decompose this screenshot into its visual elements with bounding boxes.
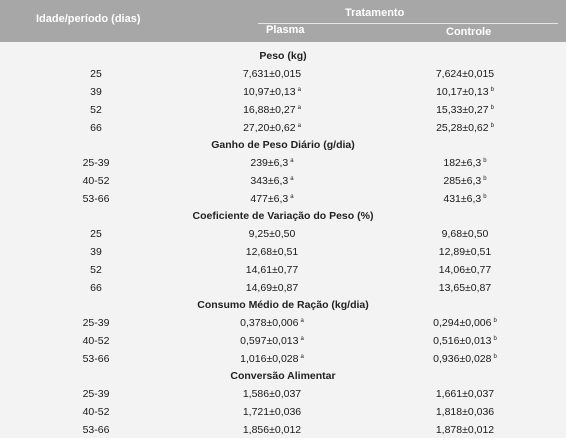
- table-row: [0, 243, 566, 261]
- cell-age-period: 39: [90, 246, 102, 259]
- significance-mark: a: [300, 317, 304, 324]
- significance-mark: a: [297, 86, 301, 93]
- significance-mark: a: [300, 335, 304, 342]
- section-title: Coeficiente de Variação do Peso (%): [192, 210, 374, 222]
- cell-controle: 0,294±0,006 $^b$: [433, 317, 497, 330]
- cell-controle: 285±6,3 $^b$: [443, 175, 487, 188]
- cell-plasma: 1,721±0,036: [242, 406, 302, 419]
- section-title: Ganho de Peso Diário (g/dia): [211, 139, 355, 151]
- cell-plasma: 27,20±0,62 $^a$: [243, 122, 301, 135]
- cell-age-period: 25: [90, 68, 102, 81]
- cell-age-period: 40-52: [82, 406, 110, 419]
- significance-mark: b: [483, 157, 487, 164]
- cell-plasma: 477±6,3 $^a$: [250, 193, 294, 206]
- header-age-period: Idade/período (dias): [36, 13, 141, 25]
- cell-controle: 10,17±0,13 $^b$: [436, 86, 494, 99]
- table-row: [0, 403, 566, 421]
- cell-plasma: 9,25±0,50: [248, 228, 296, 241]
- cell-age-period: 25-39: [82, 157, 110, 170]
- cell-plasma: 10,97±0,13 $^a$: [243, 86, 301, 99]
- table-row: [0, 83, 566, 101]
- table-row: [0, 65, 566, 83]
- cell-controle: 431±6,3 $^b$: [443, 193, 487, 206]
- cell-plasma: 0,597±0,013 $^a$: [240, 335, 304, 348]
- cell-controle: 25,28±0,62 $^b$: [436, 122, 494, 135]
- table-row: [0, 154, 566, 172]
- cell-plasma: 1,016±0,028 $^a$: [240, 353, 304, 366]
- cell-plasma: 7,631±0,015: [242, 68, 302, 81]
- table-row: [0, 385, 566, 403]
- cell-controle: 1,818±0,036: [435, 406, 495, 419]
- significance-mark: b: [490, 122, 494, 129]
- significance-mark: b: [483, 193, 487, 200]
- cell-plasma: 14,61±0,77: [245, 264, 299, 277]
- cell-age-period: 25-39: [82, 317, 110, 330]
- cell-age-period: 25: [90, 228, 102, 241]
- significance-mark: a: [290, 193, 294, 200]
- cell-plasma: 16,88±0,27 $^a$: [243, 104, 301, 117]
- cell-controle: 0,936±0,028 $^b$: [433, 353, 497, 366]
- cell-age-period: 40-52: [82, 175, 110, 188]
- table-row: [0, 172, 566, 190]
- table-row: [0, 421, 566, 439]
- significance-mark: a: [290, 157, 294, 164]
- cell-age-period: 40-52: [82, 335, 110, 348]
- table-footer-strip: [0, 438, 566, 444]
- table-header: [0, 0, 566, 42]
- significance-mark: b: [493, 353, 497, 360]
- table-body: [0, 42, 566, 438]
- table-row: [0, 225, 566, 243]
- cell-age-period: 25-39: [82, 388, 110, 401]
- cell-controle: 15,33±0,27 $^b$: [436, 104, 494, 117]
- header-treatment-group: Tratamento: [345, 7, 405, 19]
- section-title: Conversão Alimentar: [230, 370, 336, 382]
- cell-plasma: 1,856±0,012: [242, 424, 302, 437]
- table-row: [0, 314, 566, 332]
- cell-age-period: 66: [90, 282, 102, 295]
- table-row: [0, 190, 566, 208]
- cell-plasma: 14,69±0,87: [245, 282, 299, 295]
- significance-mark: a: [300, 353, 304, 360]
- cell-age-period: 52: [90, 264, 102, 277]
- section-title: Consumo Médio de Ração (kg/dia): [197, 299, 369, 311]
- cell-age-period: 53-66: [82, 193, 110, 206]
- cell-plasma: 343±6,3 $^a$: [250, 175, 294, 188]
- cell-controle: 1,878±0,012: [435, 424, 495, 437]
- cell-controle: 13,65±0,87: [438, 282, 492, 295]
- significance-mark: b: [493, 317, 497, 324]
- significance-mark: a: [290, 175, 294, 182]
- header-controle: Controle: [446, 26, 492, 38]
- cell-controle: 7,624±0,015: [435, 68, 495, 81]
- cell-controle: 1,661±0,037: [435, 388, 495, 401]
- cell-controle: 12,89±0,51: [438, 246, 492, 259]
- cell-controle: 182±6,3 $^b$: [443, 157, 487, 170]
- cell-controle: 9,68±0,50: [441, 228, 489, 241]
- table-row: [0, 350, 566, 368]
- significance-mark: b: [483, 175, 487, 182]
- table-row: [0, 101, 566, 119]
- significance-mark: b: [493, 335, 497, 342]
- table-row: [0, 279, 566, 297]
- header-plasma: Plasma: [266, 24, 305, 36]
- cell-plasma: 12,68±0,51: [245, 246, 299, 259]
- cell-age-period: 39: [90, 86, 102, 99]
- table-row: [0, 261, 566, 279]
- table-row: [0, 332, 566, 350]
- cell-age-period: 52: [90, 104, 102, 117]
- cell-age-period: 53-66: [82, 424, 110, 437]
- cell-plasma: 1,586±0,037: [242, 388, 302, 401]
- significance-mark: b: [490, 104, 494, 111]
- cell-controle: 0,516±0,013 $^b$: [433, 335, 497, 348]
- cell-plasma: 239±6,3 $^a$: [250, 157, 294, 170]
- cell-age-period: 53-66: [82, 353, 110, 366]
- cell-controle: 14,06±0,77: [438, 264, 492, 277]
- significance-mark: a: [297, 104, 301, 111]
- cell-age-period: 66: [90, 122, 102, 135]
- section-title: Peso (kg): [259, 50, 307, 62]
- significance-mark: a: [297, 122, 301, 129]
- table-row: [0, 119, 566, 137]
- significance-mark: b: [490, 86, 494, 93]
- cell-plasma: 0,378±0,006 $^a$: [240, 317, 304, 330]
